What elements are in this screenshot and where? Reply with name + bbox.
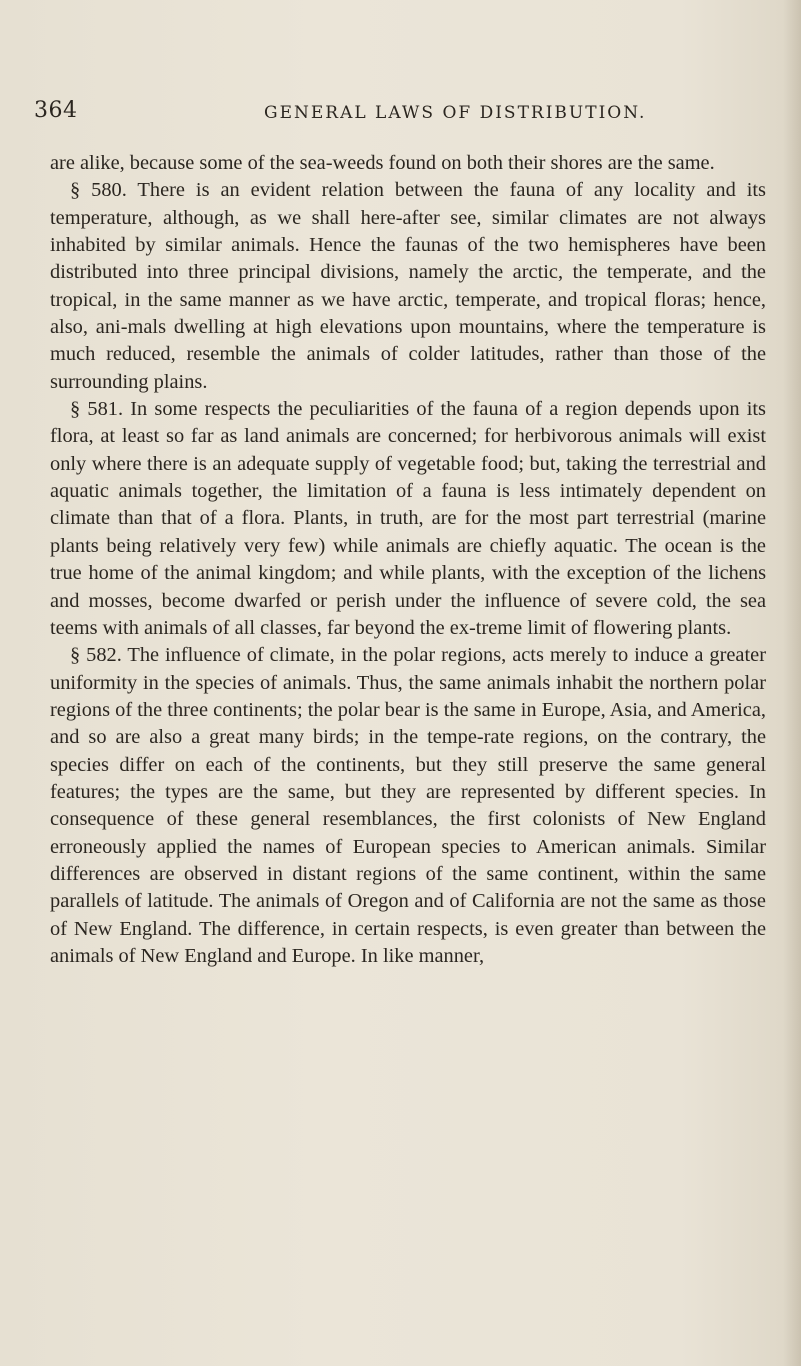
running-head: GENERAL LAWS OF DISTRIBUTION.	[264, 103, 647, 123]
page-number: 364	[34, 98, 78, 123]
page-header	[34, 98, 764, 130]
page-edge-shadow	[783, 0, 801, 1366]
paragraph-582: § 582. The influence of climate, in the polar regions, acts merely to induce a greater uniformity in the species of animals. Thus, the same animals inhabit the northern polar regions of the three continents; the polar bear is the same in Europe, Asia, and America, and so are also a great many birds; in the tempe-rate regions, on the contrary, the species differ on each of the continents, but they still preserve the same general features; the types are the same, but they are represented by different species. In consequence of these general resemblances, the first colonists of New England erroneously applied the names of European species to American animals. Similar differences are observed in distant regions of the same continent, within the same parallels of latitude. The animals of Oregon and of California are not the same as those of New England. The difference, in certain respects, is even greater than between the animals of New England and Europe. In like manner,	[50, 644, 766, 967]
paragraph-continuation: are alike, because some of the sea-weeds found on both their shores are the same.	[50, 152, 715, 174]
paragraph-581: § 581. In some respects the peculiarities of the fauna of a region depends upon its flora, at least so far as land animals are concerned; for herbivorous animals will exist only where there is an adequate supply of vegetable food; but, taking the terrestrial and aquatic animals together, the limitation of a fauna is less intimately dependent on climate than that of a flora. Plants, in truth, are for the most part terrestrial (marine plants being relatively very few) while animals are chiefly aquatic. The ocean is the true home of the animal kingdom; and while plants, with the exception of the lichens and mosses, become dwarfed or perish under the influence of severe cold, the sea teems with animals of all classes, far beyond the ex-treme limit of flowering plants.	[50, 398, 766, 639]
body-text	[50, 150, 766, 970]
paragraph-580: § 580. There is an evident relation between the fauna of any locality and its temperature, although, as we shall here-after see, similar climates are not always inhabited by similar animals. Hence the faunas of the two hemispheres have been distributed into three principal divisions, namely the arctic, the temperate, and the tropical, in the same manner as we have arctic, temperate, and tropical floras; hence, also, ani-mals dwelling at high elevations upon mountains, where the temperature is much reduced, resemble the animals of colder latitudes, rather than those of the surrounding plains.	[50, 179, 766, 393]
